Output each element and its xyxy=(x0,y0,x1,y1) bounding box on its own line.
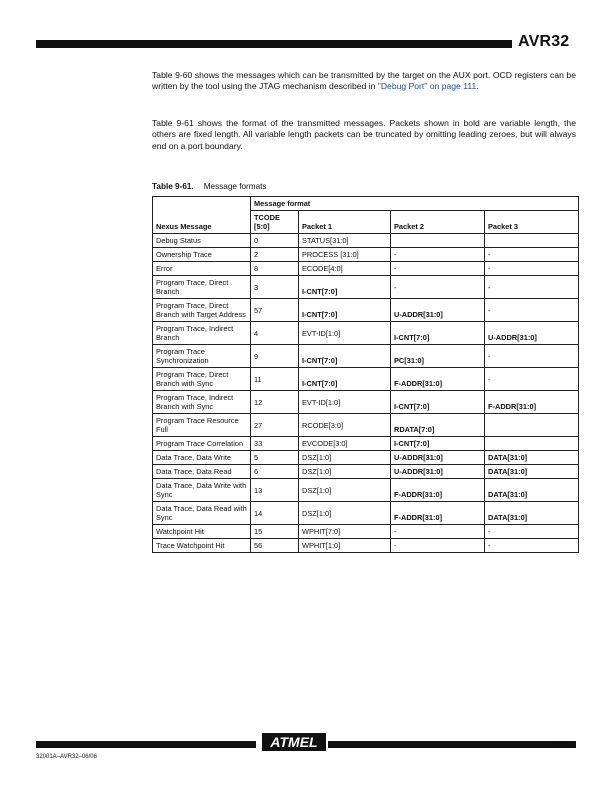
header-rule xyxy=(36,40,512,48)
cell-nexus-message: Watchpoint Hit xyxy=(153,525,251,539)
cell-packet-3 xyxy=(485,234,579,248)
header-packet-3: Packet 3 xyxy=(485,211,579,234)
cell-tcode: 13 xyxy=(251,479,299,502)
message-formats-table xyxy=(152,196,579,553)
cell-packet-3: - xyxy=(485,248,579,262)
cell-tcode: 0 xyxy=(251,234,299,248)
cell-packet-3: DATA[31:0] xyxy=(485,479,579,502)
page-title: AVR32 xyxy=(518,33,570,50)
table-caption xyxy=(152,182,267,191)
cell-packet-2: PC[31:0] xyxy=(391,345,485,368)
cell-packet-1: I-CNT[7:0] xyxy=(299,368,391,391)
cell-tcode: 9 xyxy=(251,345,299,368)
table-row xyxy=(153,368,579,391)
cell-packet-2: - xyxy=(391,525,485,539)
cell-packet-1: STATUS[31:0] xyxy=(299,234,391,248)
cell-packet-3: - xyxy=(485,299,579,322)
cell-tcode: 8 xyxy=(251,262,299,276)
header-nexus-message: Nexus Message xyxy=(153,197,251,234)
cell-tcode: 12 xyxy=(251,391,299,414)
cell-packet-2: F-ADDR[31:0] xyxy=(391,368,485,391)
table-row xyxy=(153,539,579,553)
cell-packet-2: F-ADDR[31:0] xyxy=(391,502,485,525)
cell-nexus-message: Program Trace, Direct Branch with Target Address xyxy=(153,299,251,322)
cell-packet-2: - xyxy=(391,262,485,276)
cell-packet-3 xyxy=(485,414,579,437)
cell-packet-1: WPHIT[1:0] xyxy=(299,539,391,553)
cell-packet-1: PROCESS [31:0] xyxy=(299,248,391,262)
cell-tcode: 4 xyxy=(251,322,299,345)
cell-nexus-message: Program Trace Resource Full xyxy=(153,414,251,437)
cell-packet-3: - xyxy=(485,345,579,368)
cell-nexus-message: Program Trace, Direct Branch xyxy=(153,276,251,299)
paragraph-intro-text: Table 9-60 shows the messages which can be transmitted by the target on the AUX port. OCD registers can be written by the tool using the JTAG mechanism described in xyxy=(152,70,576,92)
table-row xyxy=(153,262,579,276)
cell-tcode: 5 xyxy=(251,451,299,465)
page-number: 151 xyxy=(556,740,572,750)
table-row xyxy=(153,502,579,525)
table-caption-label: Table 9-61. xyxy=(152,182,194,191)
footer-rule-right xyxy=(328,741,576,748)
cell-tcode: 2 xyxy=(251,248,299,262)
header-tcode: TCODE [5:0] xyxy=(251,211,299,234)
cell-nexus-message: Debug Status xyxy=(153,234,251,248)
atmel-logo xyxy=(262,730,326,754)
cell-packet-3: DATA[31:0] xyxy=(485,465,579,479)
document-number: 32001A–AVR32–06/06 xyxy=(36,754,97,760)
cell-packet-2: - xyxy=(391,248,485,262)
cell-nexus-message: Ownership Trace xyxy=(153,248,251,262)
cell-tcode: 6 xyxy=(251,465,299,479)
cell-nexus-message: Data Trace, Data Read with Sync xyxy=(153,502,251,525)
cell-tcode: 56 xyxy=(251,539,299,553)
cell-packet-1: I-CNT[7:0] xyxy=(299,345,391,368)
cell-packet-2: - xyxy=(391,539,485,553)
cell-nexus-message: Program Trace Correlation xyxy=(153,437,251,451)
table-row xyxy=(153,322,579,345)
table-row xyxy=(153,276,579,299)
table-caption-title: Message formats xyxy=(203,182,267,191)
cell-packet-2: I-CNT[7:0] xyxy=(391,437,485,451)
cell-packet-1: DSZ[1:0] xyxy=(299,465,391,479)
cell-packet-2: I-CNT[7:0] xyxy=(391,391,485,414)
cell-packet-1: EVT-ID[1:0] xyxy=(299,322,391,345)
paragraph-intro xyxy=(152,70,576,93)
table-row xyxy=(153,479,579,502)
cell-packet-1: DSZ[1:0] xyxy=(299,451,391,465)
cell-tcode: 3 xyxy=(251,276,299,299)
cell-tcode: 27 xyxy=(251,414,299,437)
cell-packet-3: U-ADDR[31:0] xyxy=(485,322,579,345)
table-row xyxy=(153,345,579,368)
table-row xyxy=(153,437,579,451)
cell-packet-3: - xyxy=(485,368,579,391)
cell-tcode: 33 xyxy=(251,437,299,451)
paragraph-format: Table 9-61 shows the format of the transmitted messages. Packets shown in bold are variable length, the others are fixed length. All variable length packets can be truncated by omitting leading zeroes, but will always end on a port boundary. xyxy=(152,118,576,151)
cell-packet-2: F-ADDR[31:0] xyxy=(391,479,485,502)
cell-nexus-message: Trace Watchpoint Hit xyxy=(153,539,251,553)
cell-tcode: 14 xyxy=(251,502,299,525)
cell-packet-2 xyxy=(391,234,485,248)
cell-nexus-message: Program Trace, Direct Branch with Sync xyxy=(153,368,251,391)
cell-packet-1: I-CNT[7:0] xyxy=(299,299,391,322)
table-row xyxy=(153,299,579,322)
table-row xyxy=(153,234,579,248)
table-row xyxy=(153,414,579,437)
cell-packet-3: - xyxy=(485,525,579,539)
cell-nexus-message: Program Trace, Indirect Branch xyxy=(153,322,251,345)
cell-packet-1: WPHIT[7:0] xyxy=(299,525,391,539)
header-packet-1: Packet 1 xyxy=(299,211,391,234)
footer-rule-left xyxy=(36,741,256,748)
cell-nexus-message: Program Trace Synchronization xyxy=(153,345,251,368)
cell-packet-1: EVCODE[3:0] xyxy=(299,437,391,451)
table-row xyxy=(153,451,579,465)
cell-packet-3: - xyxy=(485,276,579,299)
cell-packet-3: DATA[31:0] xyxy=(485,502,579,525)
cell-nexus-message: Program Trace, Indirect Branch with Sync xyxy=(153,391,251,414)
header-message-format: Message format xyxy=(251,197,579,211)
cell-tcode: 57 xyxy=(251,299,299,322)
cell-packet-2: U-ADDR[31:0] xyxy=(391,465,485,479)
cell-tcode: 15 xyxy=(251,525,299,539)
cell-packet-1: I-CNT[7:0] xyxy=(299,276,391,299)
cell-packet-1: EVT-ID[1:0] xyxy=(299,391,391,414)
cell-packet-1: DSZ[1:0] xyxy=(299,502,391,525)
cell-packet-3: - xyxy=(485,539,579,553)
cell-tcode: 11 xyxy=(251,368,299,391)
cell-packet-1: RCODE[3:0] xyxy=(299,414,391,437)
header-packet-2: Packet 2 xyxy=(391,211,485,234)
paragraph-intro-end: . xyxy=(476,81,479,92)
logo-text: ATMEL xyxy=(270,734,318,750)
cell-packet-2: U-ADDR[31:0] xyxy=(391,451,485,465)
table-row xyxy=(153,465,579,479)
cell-packet-1: ECODE[4:0] xyxy=(299,262,391,276)
cell-packet-2: RDATA[7:0] xyxy=(391,414,485,437)
cell-packet-3 xyxy=(485,437,579,451)
cell-packet-3: - xyxy=(485,262,579,276)
cell-packet-3: DATA[31:0] xyxy=(485,451,579,465)
cell-packet-2: I-CNT[7:0] xyxy=(391,322,485,345)
table-row xyxy=(153,391,579,414)
cell-nexus-message: Data Trace, Data Write with Sync xyxy=(153,479,251,502)
cell-packet-2: - xyxy=(391,276,485,299)
cell-packet-1: DSZ[1:0] xyxy=(299,479,391,502)
cell-nexus-message: Data Trace, Data Read xyxy=(153,465,251,479)
cell-packet-3: F-ADDR[31:0] xyxy=(485,391,579,414)
table-row xyxy=(153,525,579,539)
cell-nexus-message: Data Trace, Data Write xyxy=(153,451,251,465)
cell-nexus-message: Error xyxy=(153,262,251,276)
table-row xyxy=(153,248,579,262)
debug-port-link[interactable]: "Debug Port" on page 111 xyxy=(377,81,477,92)
cell-packet-2: U-ADDR[31:0] xyxy=(391,299,485,322)
